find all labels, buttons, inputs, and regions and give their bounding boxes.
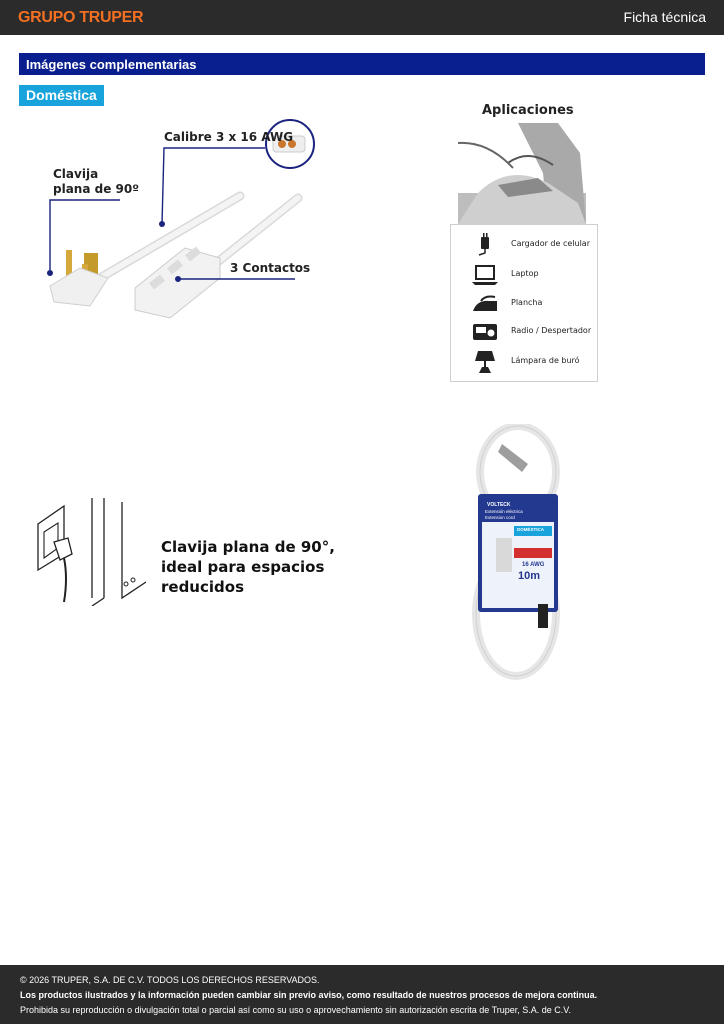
category-tag: Doméstica	[19, 85, 104, 106]
list-item	[451, 261, 597, 289]
app-label: Cargador de celular	[511, 239, 590, 248]
lamp-icon	[471, 350, 499, 374]
list-item	[451, 318, 597, 346]
laptop-icon	[471, 263, 499, 287]
wall-outlet-illustration	[34, 498, 146, 606]
footer	[0, 965, 724, 1024]
extension-cord-diagram	[40, 118, 330, 328]
feature-text	[161, 537, 361, 597]
list-item	[451, 290, 597, 318]
package-brand: VOLTECK	[487, 502, 511, 508]
phone-charger-icon	[471, 233, 499, 257]
package-product: Extensión eléctrica	[485, 509, 523, 514]
list-item	[451, 348, 597, 376]
brand-logo: GRUPO TRUPER	[18, 9, 144, 26]
ironing-illustration	[458, 123, 586, 224]
section-title: Imágenes complementarias	[26, 57, 197, 72]
document-type: Ficha técnica	[623, 9, 706, 25]
plug-callout	[53, 167, 139, 197]
app-label: Lámpara de buró	[511, 356, 580, 365]
iron-icon	[471, 292, 499, 316]
section-header	[19, 53, 705, 75]
app-label: Plancha	[511, 298, 543, 307]
package-product-en: Extension cord	[485, 515, 515, 520]
top-bar	[0, 0, 724, 35]
package-length: 10m	[518, 570, 541, 582]
radio-clock-icon	[471, 320, 499, 344]
footer-copyright: © 2026 TRUPER, S.A. DE C.V. TODOS LOS DERECHOS RESERVADOS.	[20, 975, 320, 985]
feature-line3: reducidos	[161, 578, 244, 596]
packaged-extension-cord	[472, 424, 564, 680]
footer-prohibition: Prohibida su reproducción o divulgación total o parcial así como su uso o aprovechamiento sin autorización escrita de Truper, S.A. de C.V.	[20, 1005, 571, 1015]
feature-line1: Clavija plana de 90°,	[161, 538, 335, 556]
plug-callout-line1: Clavija	[53, 167, 99, 181]
contacts-callout: 3 Contactos	[230, 261, 311, 275]
applications-list	[450, 224, 598, 382]
package-gauge: 16 AWG	[522, 562, 545, 568]
feature-line2: ideal para espacios	[161, 558, 325, 576]
app-label: Radio / Despertador	[511, 326, 592, 335]
package-type: DOMÉSTICA	[517, 527, 544, 532]
footer-notice: Los productos ilustrados y la información pueden cambiar sin previo aviso, como resultado de nuestros procesos de mejora continua.	[20, 990, 598, 1000]
applications-title: Aplicaciones	[482, 103, 574, 118]
app-label: Laptop	[511, 269, 539, 278]
plug-callout-line2: plana de 90º	[53, 182, 139, 196]
list-item	[451, 231, 597, 259]
gauge-callout: Calibre 3 x 16 AWG	[164, 130, 294, 144]
